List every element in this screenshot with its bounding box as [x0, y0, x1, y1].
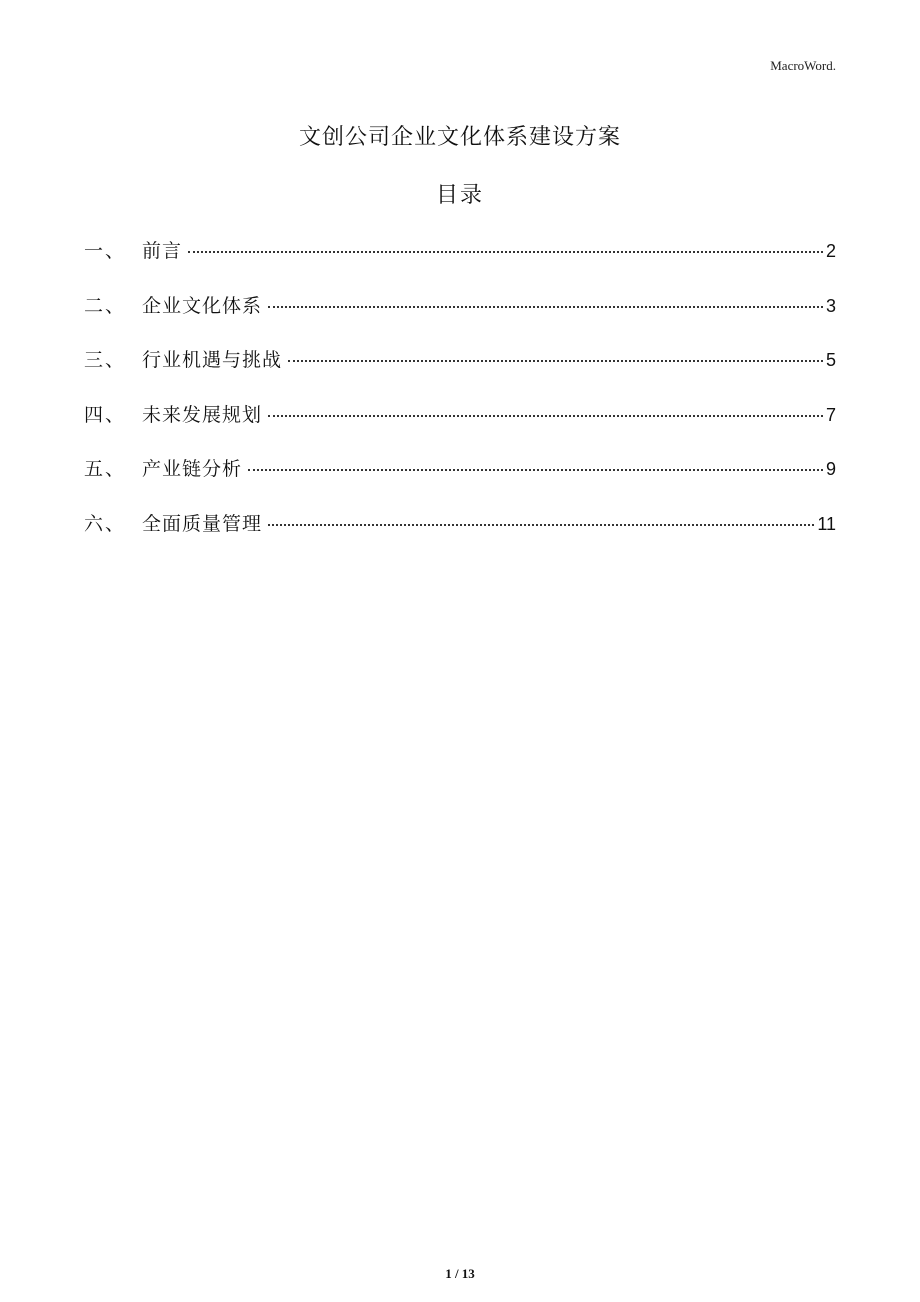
toc-dot-leader [288, 360, 823, 362]
toc-entry-label[interactable]: 全面质量管理 [142, 512, 263, 535]
toc-entry-preface[interactable] [84, 234, 836, 289]
toc-dot-leader [268, 415, 823, 417]
toc-entry-number: 四、 [84, 403, 127, 426]
toc-entry-page[interactable]: 11 [817, 513, 836, 534]
toc-entry-culture-system[interactable] [84, 289, 836, 344]
toc-entry-number: 六、 [84, 512, 127, 535]
header-watermark: MacroWord. [770, 58, 836, 73]
document-title: 文创公司企业文化体系建设方案 [298, 125, 621, 150]
toc-dot-leader [188, 251, 823, 253]
toc-entry-page[interactable]: 5 [825, 350, 836, 370]
toc-entry-number: 一、 [84, 240, 127, 262]
toc-entry-quality-management[interactable] [84, 507, 836, 562]
toc-dot-leader [268, 306, 823, 308]
toc-entry-label[interactable]: 产业链分析 [142, 458, 243, 480]
toc-entry-opportunities[interactable] [84, 343, 836, 398]
toc-heading: 目录 [435, 183, 484, 208]
toc-entry-page[interactable]: 7 [825, 404, 836, 425]
toc-entry-page[interactable]: 2 [825, 241, 836, 261]
toc-dot-leader [268, 524, 814, 526]
page-indicator: 1 / 13 [445, 1266, 475, 1281]
table-of-contents [84, 234, 836, 561]
toc-entry-label[interactable]: 行业机遇与挑战 [142, 349, 283, 371]
toc-entry-number: 三、 [84, 349, 127, 371]
toc-entry-page[interactable]: 3 [825, 295, 836, 316]
toc-dot-leader [248, 469, 823, 471]
toc-entry-label[interactable]: 前言 [142, 240, 183, 262]
toc-entry-industry-chain[interactable] [84, 452, 836, 507]
toc-entry-label[interactable]: 企业文化体系 [142, 294, 263, 317]
toc-entry-number: 五、 [84, 458, 127, 480]
toc-entry-label[interactable]: 未来发展规划 [142, 403, 263, 426]
toc-entry-future-plan[interactable] [84, 398, 836, 453]
toc-entry-number: 二、 [84, 294, 127, 317]
toc-entry-page[interactable]: 9 [825, 459, 836, 479]
